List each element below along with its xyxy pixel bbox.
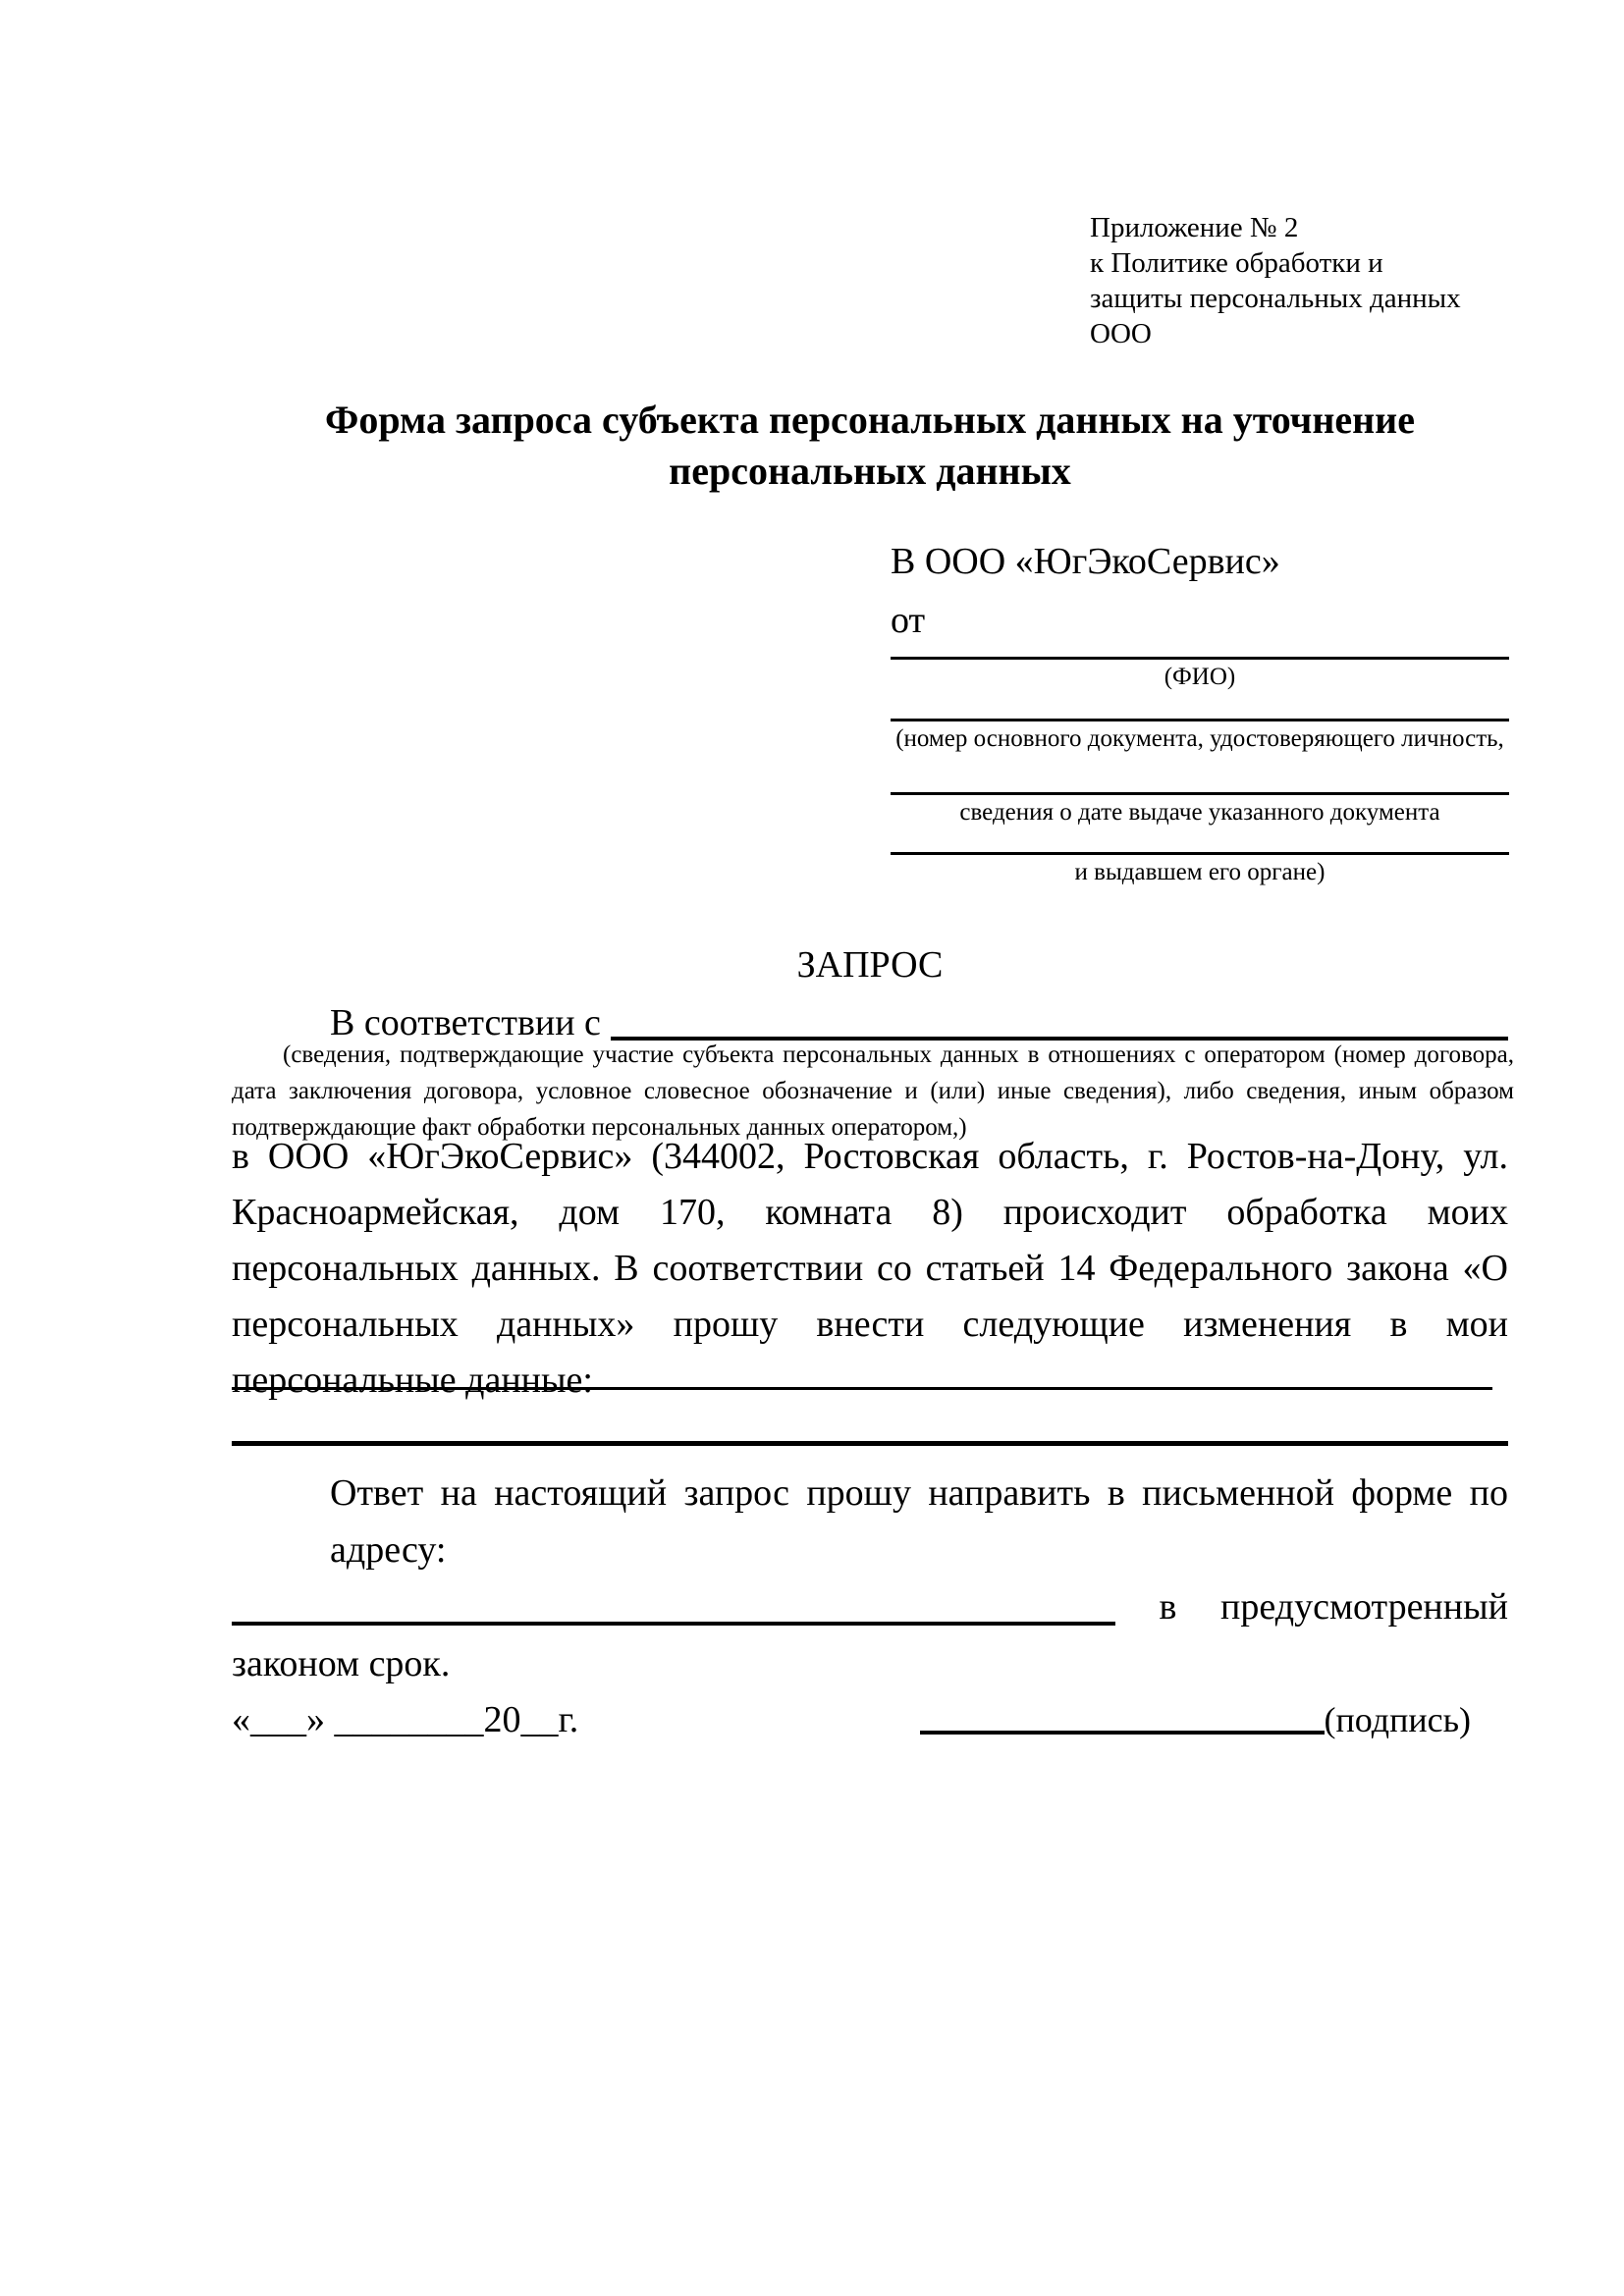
issue-date-caption: сведения о дате выдаче указанного документа (959, 799, 1440, 826)
accordance-footnote: (сведения, подтверждающие участие субъекта персональных данных в отношениях с оператором (номер договора, дата заключения договора, условное словесное обозначение и (или) иные сведения), либо сведения, иным образом подтверждающие факт обработки персональных данных оператором,) (232, 1041, 1514, 1141)
document-number-caption: (номер основного документа, удостоверяющего личность, (895, 725, 1504, 752)
request-heading: ЗАПРОС (796, 944, 944, 986)
date-blank-text: «___» ________20__г. (232, 1699, 579, 1740)
addressee-organization: В ООО «ЮгЭкоСервис» (891, 541, 1280, 582)
appendix-header-line: к Политике обработки и (1090, 247, 1383, 279)
answer-word-provided: предусмотренный (1220, 1586, 1508, 1628)
issuer-blank-line (891, 828, 1509, 855)
signature-caption: (подпись) (1324, 1700, 1471, 1739)
document-number-blank-line (891, 692, 1509, 721)
request-body-paragraph: в ООО «ЮгЭкоСервис» (344002, Ростовская область, г. Ростов-на-Дону, ул. Красноармейская, дом 170, комната 8) происходит обработка моих персональных данных. В соответствии со статьей 14 Федерального закона «О персональных данных» прошу внести следующие изменения в мои персональные данные: (232, 1136, 1508, 1401)
appendix-header-line: защиты персональных данных (1090, 283, 1461, 314)
appendix-header-line: ООО (1090, 318, 1152, 349)
addressee-from-label: от (891, 600, 926, 641)
document-title-line: персональных данных (669, 449, 1071, 493)
answer-line-1: Ответ на настоящий запрос прошу направить в письменной форме по адресу: (330, 1472, 1508, 1571)
answer-paragraph (232, 1465, 1508, 1692)
signature-block (920, 1696, 1471, 1743)
document-title-line: Форма запроса субъекта персональных данных на уточнение (325, 398, 1415, 442)
issuer-caption: и выдавшем его органе) (1074, 859, 1326, 885)
changes-blank-line-2 (232, 1419, 1508, 1446)
issue-date-blank-line (891, 754, 1509, 795)
fio-caption: (ФИО) (1164, 664, 1236, 690)
addressee-block (891, 538, 1509, 887)
accordance-label: В соответствии с (330, 1002, 601, 1043)
appendix-header-line: Приложение № 2 (1090, 212, 1299, 243)
answer-word-in: в (1159, 1586, 1177, 1628)
signature-blank-line (920, 1731, 1325, 1735)
fio-blank-line (891, 644, 1509, 660)
changes-blank-line-1 (232, 1366, 1492, 1390)
answer-line-3: законом срок. (232, 1643, 451, 1684)
date-signature-row (232, 1696, 1508, 1743)
accordance-blank-line (611, 999, 1508, 1041)
document-title (232, 395, 1508, 497)
answer-line-2 (232, 1578, 1508, 1635)
appendix-header (1090, 210, 1512, 351)
address-blank-line (232, 1622, 1115, 1626)
